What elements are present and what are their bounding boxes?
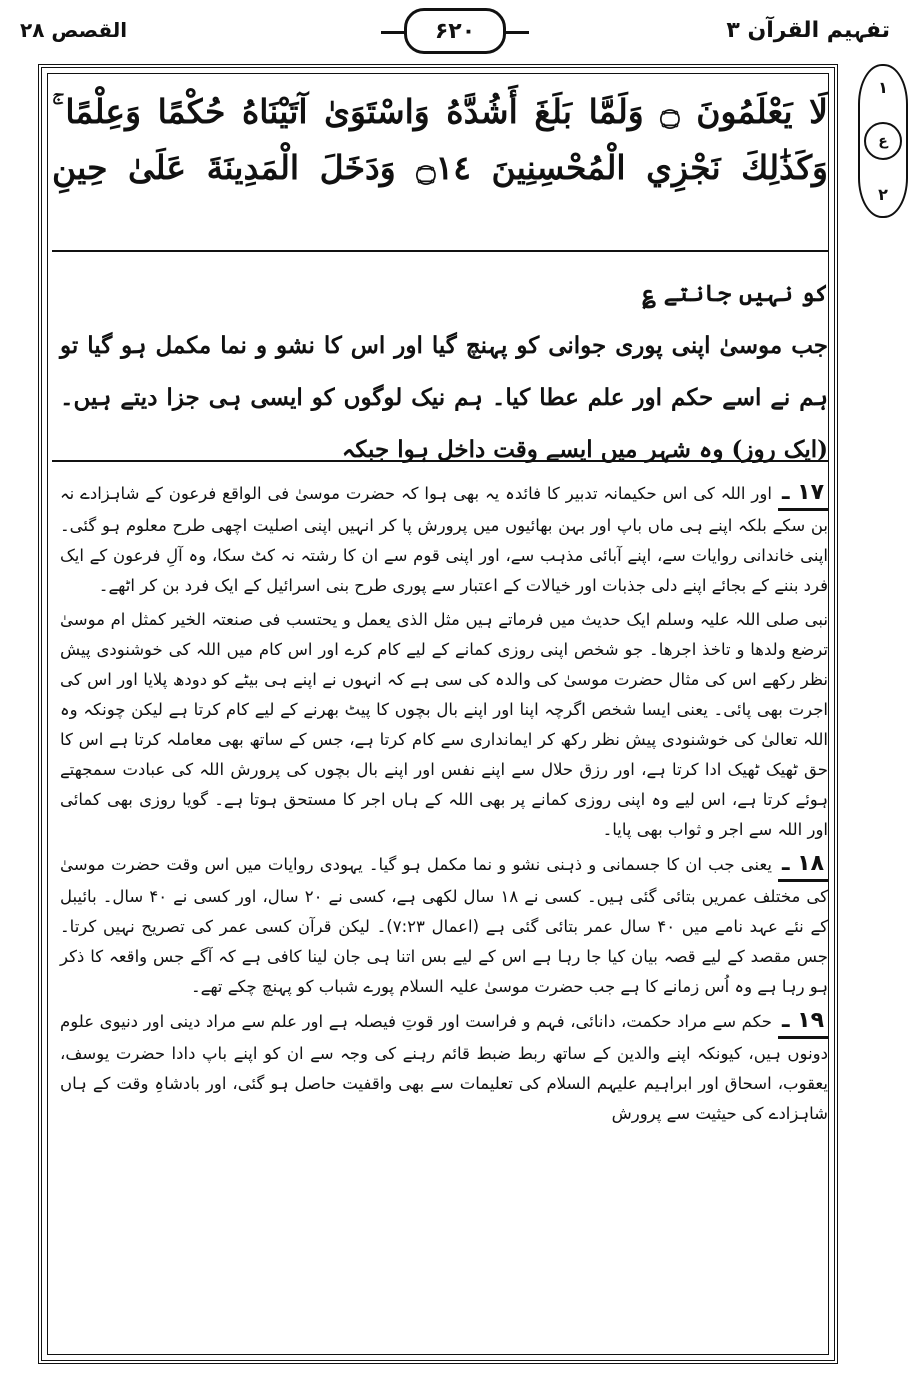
divider-translation-commentary xyxy=(52,460,828,462)
footnote-19 xyxy=(60,1006,828,1129)
footnote-text: حکم سے مراد حکمت، دانائی، فہم و فراست اور قوتِ فیصلہ ہے اور علم سے مراد دینی اور دنیوی علوم دونوں ہیں، کیونکہ اپنے والدین کے ساتھ ربط ضبط قائم رہنے کی وجہ سے ان کو اپنے باپ دادا حضرت یوسف، یعقوب، اسحاق اور ابراہیم علیہم السلام کی تعلیمات سے بھی واقفیت حاصل ہو گئی، اور بادشاہِ وقت کے ہاں شاہزادے کی حیثیت سے پرورش xyxy=(60,1012,828,1123)
footnote-17 xyxy=(60,478,828,601)
commentary-section xyxy=(60,478,828,1133)
ruku-bottom-number: ۲ xyxy=(878,184,888,204)
footnote-text: اور اللہ کی اس حکیمانہ تدبیر کا فائدہ یہ بھی ہوا کہ حضرت موسیٰ فی الواقع فرعون کے شاہزادے نہ بن سکے بلکہ اپنے ہی ماں باپ اور بہن بھائیوں میں پرورش پا کر انہیں اپنی اصلیت اچھی طرح معلوم ہو گئی۔ اپنی خاندانی روایات سے، اپنے آبائی مذہب سے، اور اپنی قوم سے ان کا رشتہ نہ کٹ سکا، وہ آلِ فرعون کے ایک فرد بننے کے بجائے اپنے دلی جذبات اور خیالات کے اعتبار سے پوری طرح بنی اسرائیل کے ایک فرد بن کر اٹھے۔ xyxy=(60,484,828,595)
footnote-text: یعنی جب ان کا جسمانی و ذہنی نشو و نما مکمل ہو گیا۔ یہودی روایات میں اس وقت حضرت موسیٰ کی مختلف عمریں بتائی گئی ہیں۔ کسی نے ۱۸ سال لکھی ہے، کسی نے ۲۰ سال، اور کسی نے ۴۰ سال۔ بائیبل کے نئے عہد نامے میں ۴۰ سال عمر بتائی گئی ہے (اعمال ۷:۲۳)۔ لیکن قرآن کسی عمر کی تصریح نہیں کرتا۔ جس مقصد کے لیے قصہ بیان کیا جا رہا ہے اس کے لیے بس اتنا ہی جان لینا کافی ہے کہ آگے جس واقعہ کا ذکر ہو رہا ہے وہ اُس زمانے کا ہے جب حضرت موسیٰ علیہ السلام پورے شباب کو پہنچ چکے تھے۔ xyxy=(60,855,829,996)
footnote-text: نبی صلی اللہ علیہ وسلم ایک حدیث میں فرماتے ہیں مثل الذی یعمل و یحتسب فی صنعتہ الخیر کمثل ام موسیٰ ترضع ولدھا و تاخذ اجرھا۔ جو شخص اپنی روزی کمانے کے لیے کام کرے اور اس کام میں اللہ کی خوشنودی پیش نظر رکھے اس کی مثال حضرت موسیٰ کی والدہ کی سی ہے کہ انہوں نے اپنے ہی بیٹے کو دودھ پلایا اور اس کی اجرت بھی پائی۔ یعنی ایسا شخص اگرچہ اپنا اور اپنے بال بچوں کا پیٹ بھرنے کے لیے کام کرتا ہے لیکن چونکہ وہ اللہ تعالیٰ کی خوشنودی پیش نظر رکھ کر ایمانداری سے کام کرتا ہے، جس کے ساتھ بھی معاملہ کرتا ہے اس کا حق ٹھیک ٹھیک ادا کرتا ہے، اور رزق حلال سے اپنے نفس اور اپنے بال بچوں کی پرورش اللہ کی عبادت سمجھتے ہوئے کرتا ہے، اس لیے وہ اپنی روزی کمانے پر بھی اللہ کے ہاں اجر کا مستحق ہوتا ہے۔ گویا روزی بھی کمائی اور اللہ سے اجر و ثواب بھی پایا۔ xyxy=(60,610,828,839)
urdu-translation xyxy=(60,268,828,476)
surah-reference: القصص ۲۸ xyxy=(20,18,128,42)
translation-line-1: کو نہیں جانتے ؏ xyxy=(642,280,828,307)
page-header xyxy=(20,8,890,52)
divider-arabic-translation xyxy=(52,250,828,252)
book-title: تفہیم القرآن ۳ xyxy=(726,18,890,43)
ruku-center-letter: ع xyxy=(864,122,902,160)
translation-line-2: جب موسیٰ اپنی پوری جوانی کو پہنچ گیا اور اس کا نشو و نما مکمل ہو گیا تو ہم نے اسے حکم اور علم عطا کیا۔ ہم نیک لوگوں کو ایسی ہی جزا دیتے ہیں۔ (ایک روز) وہ شہر میں ایسے وقت داخل ہوا جبکہ xyxy=(60,332,828,463)
arabic-verse-text: لَا يَعْلَمُونَ ۝ وَلَمَّا بَلَغَ أَشُدَّهُ وَاسْتَوَىٰ آتَيْنَاهُ حُكْمًا وَعِلْمًا ۚ وَكَذَٰلِكَ نَجْزِي الْمُحْسِنِينَ ۝١٤ وَدَخَلَ الْمَدِينَةَ عَلَىٰ حِينِ xyxy=(52,92,828,187)
ruku-ornament xyxy=(858,64,908,218)
footnote-17-continued xyxy=(60,605,828,845)
page-number: ۶۲۰ xyxy=(404,8,506,54)
footnote-marker: ۱۸ ـ xyxy=(778,849,828,882)
ruku-top-number: ۱ xyxy=(878,78,888,98)
footnote-18 xyxy=(60,849,828,1002)
footnote-marker: ۱۷ ـ xyxy=(778,478,828,511)
footnote-marker: ۱۹ ـ xyxy=(778,1006,828,1039)
